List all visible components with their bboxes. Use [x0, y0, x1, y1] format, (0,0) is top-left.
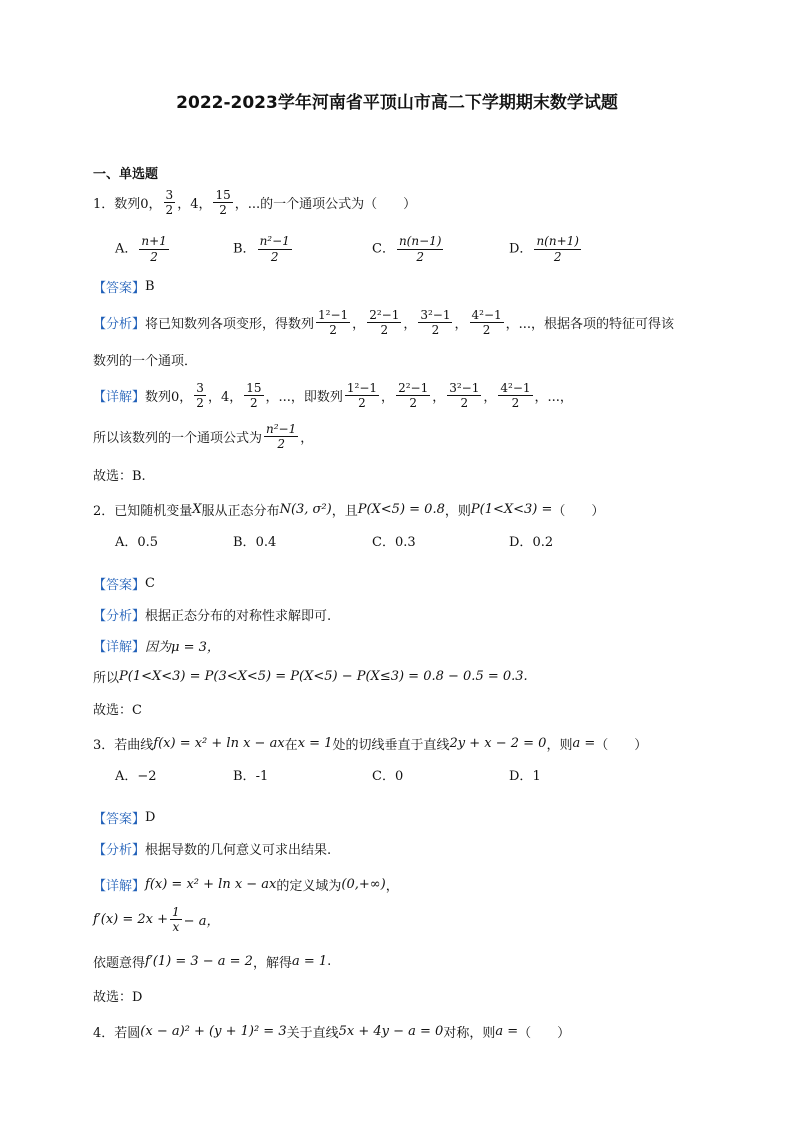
q1-answer: 【答案】 B [93, 279, 155, 296]
q3-detail: 【详解】 f(x) = x² + ln x − ax 的定义域为 (0,+∞) ， [93, 877, 399, 894]
q3-solve: 依题意得 f′(1) = 3 − a = 2 ，解得 a = 1 . [93, 954, 332, 971]
q2-final: 故选：C [93, 703, 142, 718]
q1-detail: 【详解】 数列0， $\frac{3}{2}$ ，4， $\frac{15}{2}$ ，...，即数列 $\frac{\text{1²−1}}{2}$ ， $\frac{\text{2²−1}}{2}$ ， $\frac{\text{3²−1}}{2}$ ， $\frac{\text{4²−1}}{2}$ ，...， [93, 381, 573, 411]
q2-calculation: 所以 P(1<X<3) = P(3<X<5) = P(X<5) − P(X≤3) = 0.8 − 0.5 = 0.3. [93, 669, 528, 686]
q2-answer: 【答案】 C [93, 576, 155, 593]
q1-fraction-1: $\frac{3}{2}$ [165, 188, 174, 218]
section-heading: 一、单选题 [93, 167, 159, 182]
q2-option-d[interactable]: D．0.2 [509, 534, 554, 550]
q1-conclusion: 所以该数列的一个通项公式为 $\frac{\text{n²−1}}{2}$ ， [93, 422, 314, 452]
q1-option-a[interactable]: A． $\frac{n+1}{2}$ [115, 234, 167, 264]
q3-answer: 【答案】 D [93, 810, 156, 827]
q2-stem: 2．已知随机变量 X 服从正态分布 N(3, σ²) ，且 P(X<5) = 0.8 ，则 P(1<X<3) = （ ） [93, 502, 605, 519]
q2-detail: 【详解】 因为μ = 3， [93, 640, 220, 655]
document-title: 2022-2023学年河南省平顶山市高二下学期期末数学试题 [176, 93, 618, 113]
q1-options [0, 232, 794, 266]
q1-option-b[interactable]: B． $\frac{\text{n²−1}}{2}$ [233, 234, 290, 264]
q3-stem: 3．若曲线 f(x) = x² + ln x − ax 在 x = 1 处的切线垂直于直线 2y + x − 2 = 0 ，则 a = （ ） [93, 736, 648, 753]
q3-final: 故选：D [93, 990, 143, 1005]
q2-option-b[interactable]: B．0.4 [233, 534, 277, 550]
q2-analysis: 【分析】 根据正态分布的对称性求解即可. [93, 609, 332, 624]
q1-option-d[interactable]: D． $\frac{n(n+1)}{2}$ [509, 234, 579, 264]
q3-derivative: f′(x) = 2x + $\frac{1}{x}$ − a， [93, 905, 220, 935]
q3-option-a[interactable]: A．−2 [115, 768, 157, 784]
q3-option-c[interactable]: C．0 [372, 768, 404, 784]
q1-final: 故选：B. [93, 469, 146, 484]
q2-option-a[interactable]: A．0.5 [115, 534, 159, 550]
q1-analysis-cont: 数列的一个通项． [93, 354, 198, 369]
q3-analysis: 【分析】 根据导数的几何意义可求出结果. [93, 843, 332, 858]
q2-option-c[interactable]: C．0.3 [372, 534, 416, 550]
q1-analysis: 【分析】 将已知数列各项变形，得数列 $\frac{\text{1²−1}}{2}$ ， $\frac{\text{2²−1}}{2}$ ， $\frac{\text{3²−1}}{2}$ ， $\frac{\text{4²−1}}{2}$ ，...，根据各项的特征可得该 [93, 308, 675, 338]
q3-option-b[interactable]: B．-1 [233, 768, 269, 784]
q4-stem: 4．若圆 (x − a)² + (y + 1)² = 3 关于直线 5x + 4y − a = 0 对称，则 a = （ ） [93, 1024, 571, 1041]
q1-option-c[interactable]: C． $\frac{n(n-1)}{2}$ [372, 234, 442, 264]
q1-stem: 1．数列0， $\frac{3}{2}$ ，4， $\frac{15}{2}$ ，...的一个通项公式为（ ） [93, 188, 417, 218]
q3-option-d[interactable]: D．1 [509, 768, 541, 784]
q1-fraction-2: $\frac{15}{2}$ [215, 188, 231, 218]
